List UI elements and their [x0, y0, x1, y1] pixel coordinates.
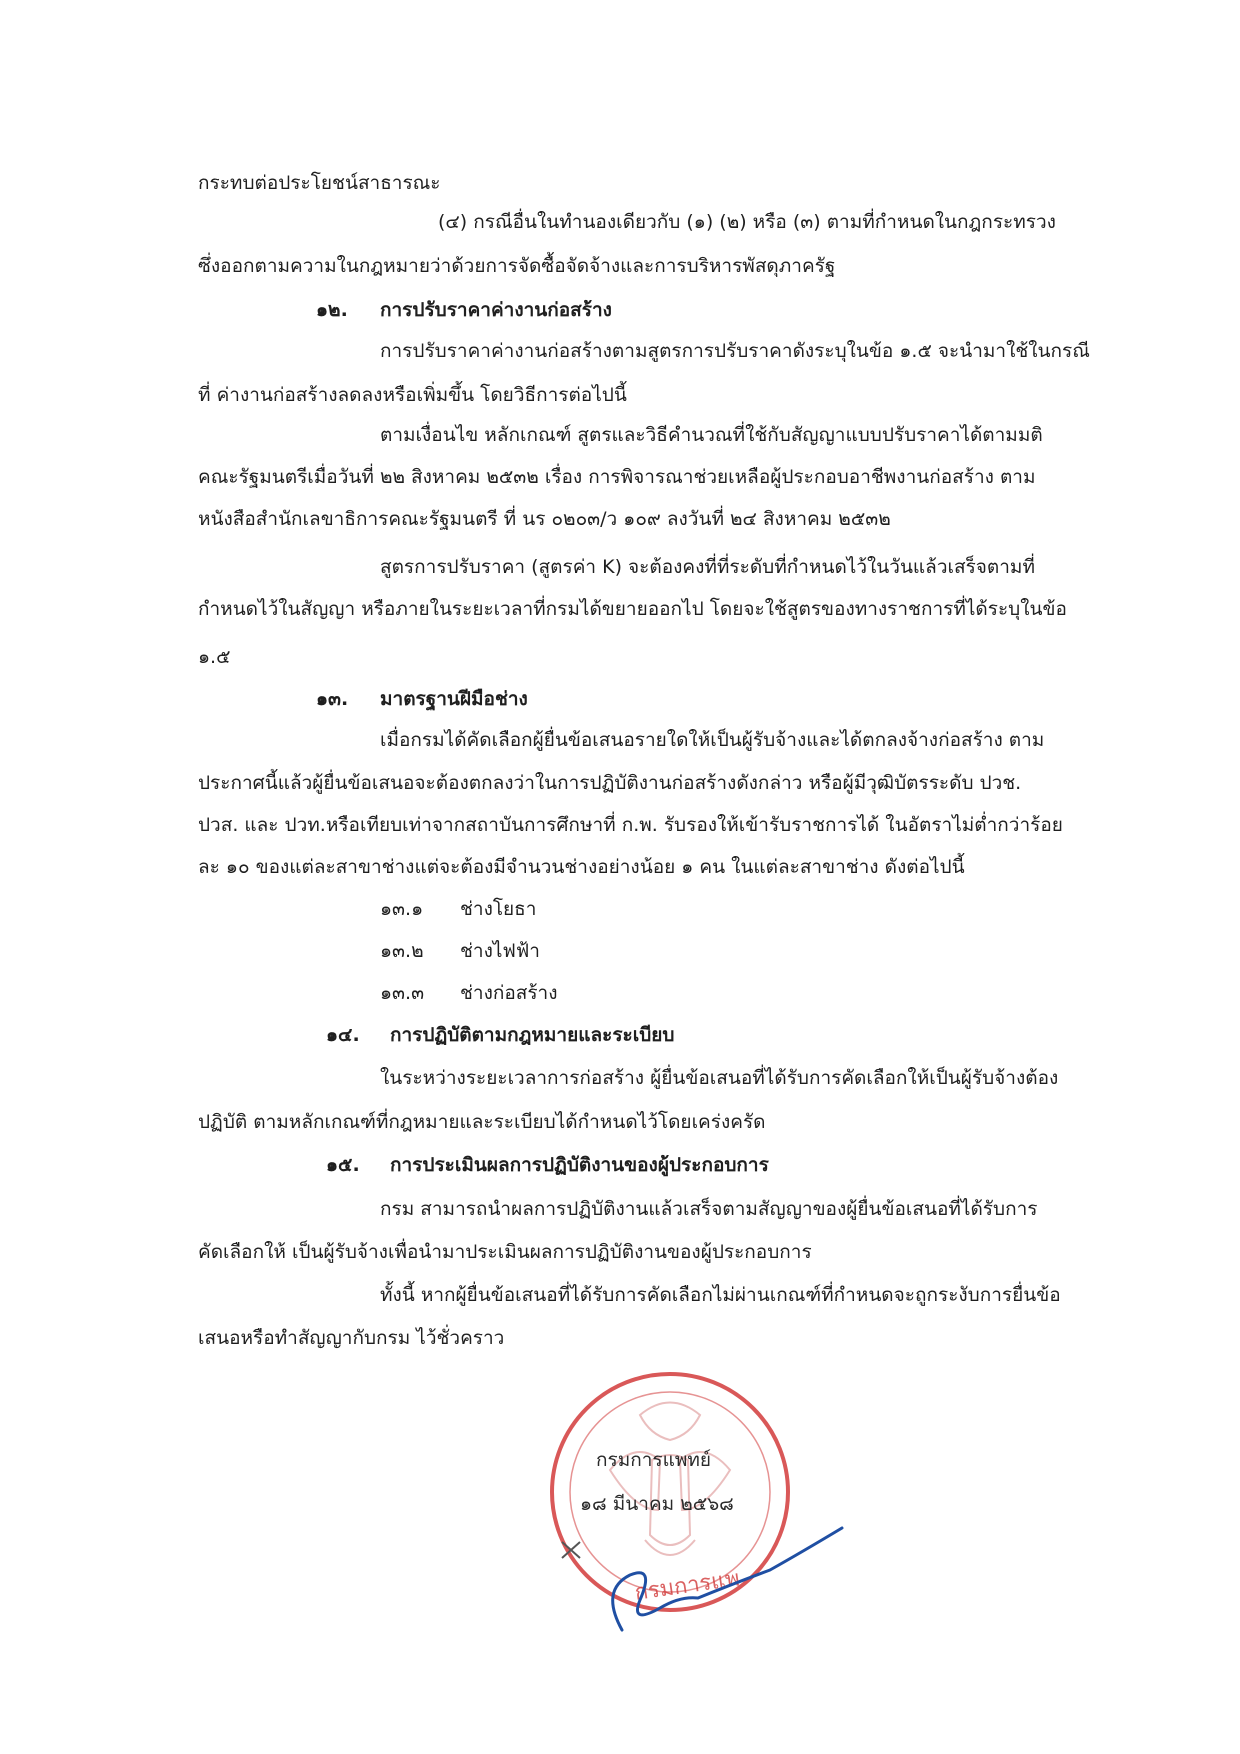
- list-number: ๑๓.๒: [380, 940, 424, 962]
- text-line: คัดเลือกให้ เป็นผู้รับจ้างเพื่อนำมาประเมินผลการปฏิบัติงานของผู้ประกอบการ: [198, 1241, 812, 1263]
- signature-block: [540, 1360, 860, 1660]
- list-text: ช่างไฟฟ้า: [460, 940, 540, 962]
- text-line: ละ ๑๐ ของแต่ละสาขาช่างแต่จะต้องมีจำนวนช่างอย่างน้อย ๑ คน ในแต่ละสาขาช่าง ดังต่อไปนี้: [198, 856, 965, 878]
- list-text: ช่างก่อสร้าง: [460, 982, 558, 1004]
- text-line: หนังสือสำนักเลขาธิการคณะรัฐมนตรี ที่ นร ๐๒๐๓/ว ๑๐๙ ลงวันที่ ๒๔ สิงหาคม ๒๕๓๒: [198, 508, 891, 530]
- section-heading: [326, 1023, 675, 1047]
- text-line: กรม สามารถนำผลการปฏิบัติงานแล้วเสร็จตามสัญญาของผู้ยื่นข้อเสนอที่ได้รับการ: [380, 1198, 1038, 1220]
- text-line: ประกาศนี้แล้วผู้ยื่นข้อเสนอจะต้องตกลงว่าในการปฏิบัติงานก่อสร้างดังกล่าว หรือผู้มีวุฒิบัตรระดับ ปวช.: [198, 772, 1022, 794]
- list-item: [380, 939, 540, 963]
- text-line: ซึ่งออกตามความในกฎหมายว่าด้วยการจัดซื้อจัดจ้างและการบริหารพัสดุภาครัฐ: [198, 255, 836, 277]
- seal-text: กรมการแพ: [633, 1566, 742, 1606]
- list-text: ช่างโยธา: [460, 898, 537, 920]
- section-number: ๑๔.: [326, 1024, 360, 1046]
- text-line: เสนอหรือทำสัญญากับกรม ไว้ชั่วคราว: [198, 1327, 505, 1349]
- section-heading: [316, 687, 528, 711]
- text-line: ในระหว่างระยะเวลาการก่อสร้าง ผู้ยื่นข้อเสนอที่ได้รับการคัดเลือกให้เป็นผู้รับจ้างต้อง: [380, 1067, 1059, 1089]
- text-line: สูตรการปรับราคา (สูตรค่า K) จะต้องคงที่ที่ระดับที่กำหนดไว้ในวันแล้วเสร็จตามที่: [380, 556, 1035, 578]
- list-number: ๑๓.๑: [380, 898, 424, 920]
- text-line: (๔) กรณีอื่นในทำนองเดียวกับ (๑) (๒) หรือ (๓) ตามที่กำหนดในกฎกระทรวง: [438, 211, 1056, 233]
- section-heading: [326, 1153, 769, 1177]
- section-number: ๑๒.: [316, 299, 348, 321]
- signature-date: ๑๘ มีนาคม ๒๕๖๘: [580, 1493, 734, 1515]
- text-line: ที่ ค่างานก่อสร้างลดลงหรือเพิ่มขึ้น โดยวิธีการต่อไปนี้: [198, 384, 627, 406]
- text-line: ปวส. และ ปวท.หรือเทียบเท่าจากสถาบันการศึกษาที่ ก.พ. รับรองให้เข้ารับราชการได้ ในอัตราไม่ต่ำกว่าร้อย: [198, 814, 1063, 836]
- section-heading: [316, 298, 612, 322]
- section-title: มาตรฐานฝีมือช่าง: [380, 688, 528, 710]
- list-item: [380, 897, 536, 921]
- garuda-emblem-icon: [610, 1403, 730, 1556]
- text-line: การปรับราคาค่างานก่อสร้างตามสูตรการปรับราคาดังระบุในข้อ ๑.๕ จะนำมาใช้ในกรณี: [380, 340, 1090, 362]
- text-line: กระทบต่อประโยชน์สาธารณะ: [198, 172, 441, 194]
- section-number: ๑๓.: [316, 688, 349, 710]
- text-line: กำหนดไว้ในสัญญา หรือภายในระยะเวลาที่กรมได้ขยายออกไป โดยจะใช้สูตรของทางราชการที่ได้ระบุในข้อ: [198, 598, 1067, 620]
- signatory-org: กรมการแพทย์: [596, 1449, 712, 1471]
- section-title: การปฏิบัติตามกฎหมายและระเบียบ: [390, 1024, 675, 1046]
- section-number: ๑๕.: [326, 1154, 360, 1176]
- text-line: ทั้งนี้ หากผู้ยื่นข้อเสนอที่ได้รับการคัดเลือกไม่ผ่านเกณฑ์ที่กำหนดจะถูกระงับการยื่นข้อ: [380, 1284, 1061, 1306]
- text-line: เมื่อกรมได้คัดเลือกผู้ยื่นข้อเสนอรายใดให้เป็นผู้รับจ้างและได้ตกลงจ้างก่อสร้าง ตาม: [380, 729, 1045, 751]
- text-line: ปฏิบัติ ตามหลักเกณฑ์ที่กฎหมายและระเบียบได้กำหนดไว้โดยเคร่งครัด: [198, 1111, 766, 1133]
- text-line: ๑.๕: [198, 646, 231, 668]
- text-line: คณะรัฐมนตรีเมื่อวันที่ ๒๒ สิงหาคม ๒๕๓๒ เรื่อง การพิจารณาช่วยเหลือผู้ประกอบอาชีพงานก่อสร้าง ตาม: [198, 466, 1036, 488]
- section-title: การประเมินผลการปฏิบัติงานของผู้ประกอบการ: [390, 1154, 769, 1176]
- text-line: ตามเงื่อนไข หลักเกณฑ์ สูตรและวิธีคำนวณที่ใช้กับสัญญาแบบปรับราคาได้ตามมติ: [380, 424, 1043, 446]
- section-title: การปรับราคาค่างานก่อสร้าง: [380, 299, 612, 321]
- list-item: [380, 981, 558, 1005]
- list-number: ๑๓.๓: [380, 982, 425, 1004]
